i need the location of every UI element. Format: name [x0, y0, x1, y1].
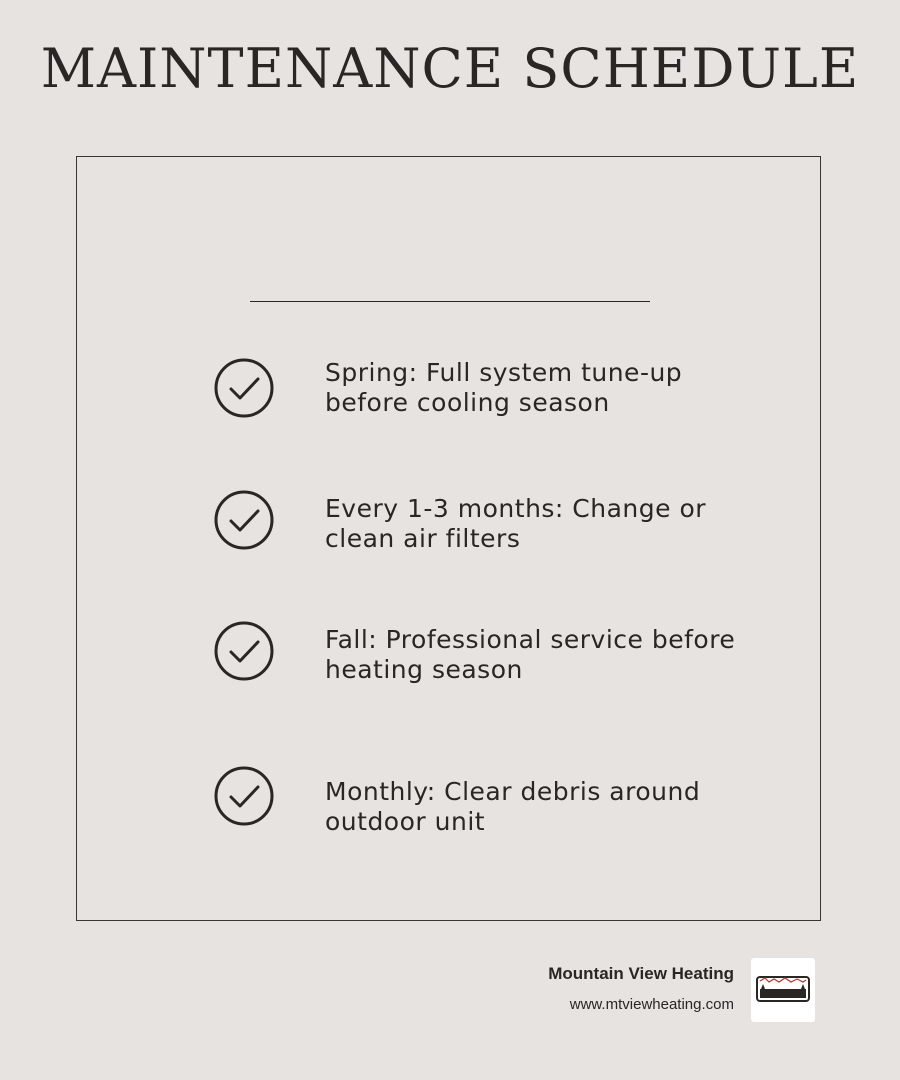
list-item-text: Monthly: Clear debris around outdoor unit: [325, 777, 701, 836]
company-logo: [751, 958, 815, 1022]
company-website[interactable]: www.mtviewheating.com: [569, 996, 734, 1013]
list-item-text: Fall: Professional service before heating season: [325, 625, 736, 684]
list-item-text: Every 1-3 months: Change or clean air filters: [325, 494, 707, 553]
mountain-logo-icon: [751, 958, 815, 1022]
page-title: MAINTENANCE SCHEDULE: [40, 37, 860, 100]
check-circle-icon: [213, 489, 275, 551]
divider-line: [250, 301, 650, 302]
schedule-panel: [76, 156, 821, 921]
check-circle-icon: [213, 765, 275, 827]
check-circle-icon: [213, 357, 275, 419]
company-name: Mountain View Heating: [548, 964, 734, 983]
list-item-text: Spring: Full system tune-up before cooling season: [325, 358, 683, 417]
check-circle-icon: [213, 620, 275, 682]
